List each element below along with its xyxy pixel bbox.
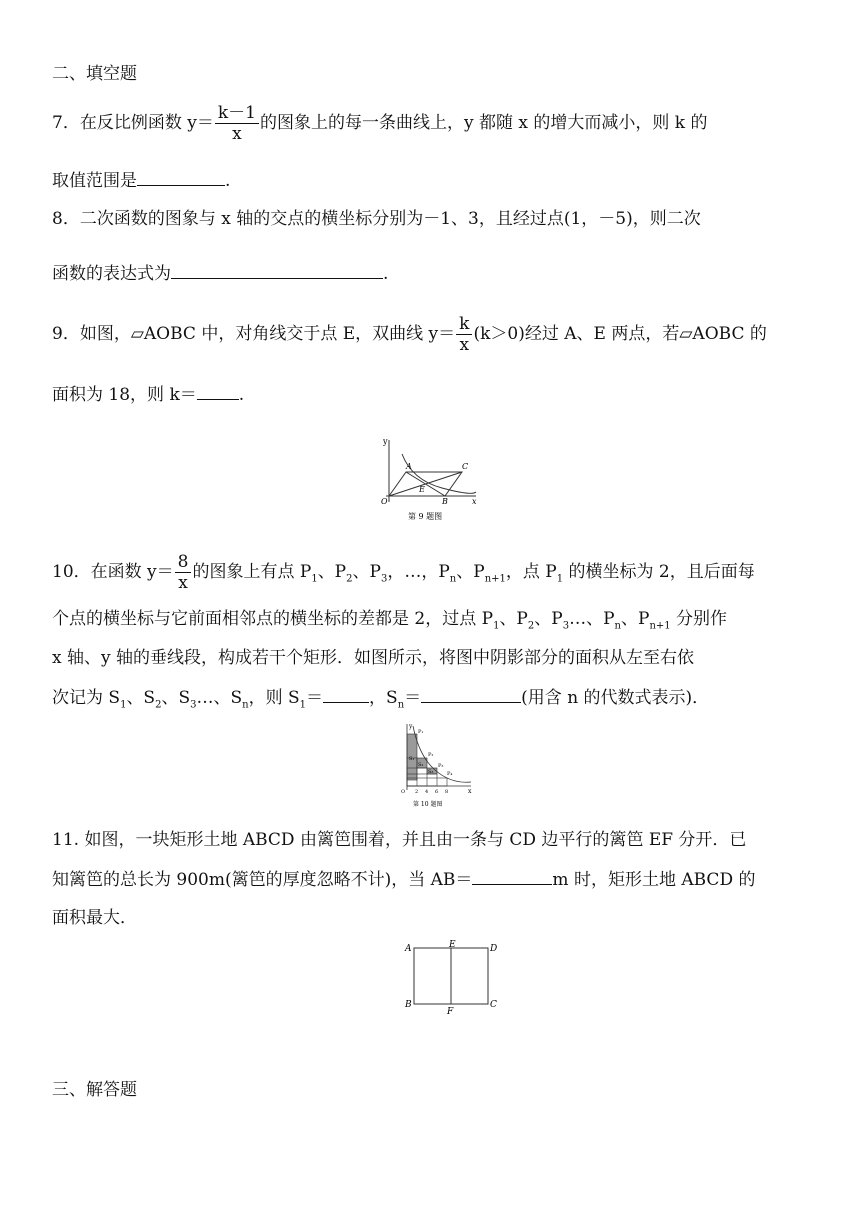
q10-text-a: 10．在函数 y＝ xyxy=(52,562,174,582)
q10-text: ，点 P xyxy=(505,562,557,582)
q7-text-b: 的图象上的每一条曲线上，y 都随 x 的增大而减小，则 k 的 xyxy=(259,113,708,133)
q8-answer-blank[interactable] xyxy=(171,262,383,279)
q10-text: ，…，P xyxy=(387,562,450,582)
question-9-line-1 xyxy=(52,314,767,355)
q10-sub: 2 xyxy=(527,620,535,632)
fig10-p4-label: P₄ xyxy=(447,771,453,777)
q10-text: ，则 S xyxy=(248,688,300,708)
q10-sub: n xyxy=(242,699,249,711)
q10-text: …、P xyxy=(569,609,615,629)
fig9-x-label: x xyxy=(472,497,477,506)
q10-text: 、P xyxy=(317,562,347,582)
fig10-tick: O xyxy=(401,789,406,795)
fig9-caption: 第 9 题图 xyxy=(408,512,443,521)
q10-sub: 1 xyxy=(299,699,307,711)
fig11-c-label: C xyxy=(490,1000,497,1010)
q11-text-b2: m 时，矩形土地 ABCD 的 xyxy=(552,870,756,890)
q8-text-b: 函数的表达式为 xyxy=(52,264,171,284)
fig10-p2-label: P₂ xyxy=(428,752,434,758)
fig10-tick: 8 xyxy=(445,789,449,795)
question-11-line-3: 面积最大． xyxy=(52,908,137,928)
q10-sub: n+1 xyxy=(649,620,671,632)
fig10-tick: 2 xyxy=(415,789,419,795)
section-heading-answer: 三、解答题 xyxy=(52,1080,137,1100)
q9-text-b: (k＞0)经过 A、E 两点，若▱AOBC 的 xyxy=(473,324,767,344)
q10-answer-blank-s1[interactable] xyxy=(323,686,369,703)
q9-text-a: 9．如图，▱AOBC 中，对角线交于点 E，双曲线 y＝ xyxy=(52,324,456,344)
q10-fraction xyxy=(175,552,192,593)
q10-text: 次记为 S xyxy=(52,688,121,708)
fig10-s3-label: S₃ xyxy=(428,769,434,775)
fig10-s2-label: S₂ xyxy=(418,762,424,768)
q10-sub: n+1 xyxy=(484,573,506,585)
question-10-line-3: x 轴、y 轴的垂线段，构成若干个矩形．如图所示，将图中阴影部分的面积从左至右依 xyxy=(52,648,694,668)
q10-text: 的横坐标为 2，且后面每 xyxy=(563,562,755,582)
fig10-s1-label: S₁ xyxy=(409,756,415,762)
question-10-line-2 xyxy=(52,608,727,637)
question-9-line-2 xyxy=(52,383,244,406)
fig9-e-label: E xyxy=(419,485,425,494)
q9-numerator: k xyxy=(456,314,472,335)
q10-text: 、S xyxy=(161,688,191,708)
fig11-a-label: A xyxy=(405,944,412,954)
rectangle-fence-figure xyxy=(400,938,504,1016)
q10-sub: 3 xyxy=(562,620,570,632)
question-10-line-1 xyxy=(52,552,755,593)
fig9-c-label: C xyxy=(462,462,469,471)
question-8-line-2 xyxy=(52,262,388,285)
question-8-line-1: 8．二次函数的图象与 x 轴的交点的横坐标分别为－1、3，且经过点(1，－5)，则二次 xyxy=(52,209,701,229)
figure-question-10 xyxy=(395,720,475,812)
fig10-p1-label: P₁ xyxy=(418,729,424,735)
fig10-tick: 4 xyxy=(425,789,429,795)
fig11-e-label: E xyxy=(449,940,456,950)
q10-sub: 3 xyxy=(380,573,388,585)
q9-fraction xyxy=(456,314,472,355)
fig11-d-label: D xyxy=(490,944,498,954)
fig10-x-label: x xyxy=(468,788,472,795)
q7-denominator: x xyxy=(232,124,242,144)
fig11-f-label: F xyxy=(447,1007,454,1016)
q7-numerator: k－1 xyxy=(215,103,259,124)
q10-text: (用含 n 的代数式表示)． xyxy=(521,688,710,708)
q10-text: 、P xyxy=(621,609,650,629)
q10-sub: 2 xyxy=(155,699,162,711)
fig11-b-label: B xyxy=(405,1000,412,1010)
q11-answer-blank[interactable] xyxy=(472,868,552,885)
q10-text: ＝ xyxy=(404,688,422,708)
q8-end: . xyxy=(383,264,389,284)
fig10-y-label: y xyxy=(409,723,413,730)
fig9-b-label: B xyxy=(442,497,448,506)
q11-text-b1: 知篱笆的总长为 900m(篱笆的厚度忽略不计)，当 AB＝ xyxy=(52,870,473,890)
rectangles-hyperbola-figure xyxy=(395,720,475,812)
q10-sub: 1 xyxy=(120,699,127,711)
q10-sub: 2 xyxy=(346,573,353,585)
question-7-line-1 xyxy=(52,103,707,144)
section-heading-fill-in: 二、填空题 xyxy=(52,64,137,84)
fig9-y-label: y xyxy=(383,437,388,446)
figure-question-11 xyxy=(400,938,504,1016)
q10-text: 、P xyxy=(499,609,528,629)
q7-answer-blank[interactable] xyxy=(137,169,225,186)
q9-end: . xyxy=(238,385,245,405)
q9-answer-blank[interactable] xyxy=(197,383,239,400)
q10-answer-blank-sn[interactable] xyxy=(421,686,521,703)
q10-sub: n xyxy=(614,620,621,632)
q10-sub: n xyxy=(449,573,457,585)
q10-text: 、P xyxy=(352,562,381,582)
q10-text: 、S xyxy=(126,688,156,708)
parallelogram-hyperbola-figure xyxy=(372,432,482,526)
q10-sub: 3 xyxy=(190,699,197,711)
fig10-caption: 第 10 题图 xyxy=(413,801,443,808)
fig10-p3-label: P₃ xyxy=(438,763,444,769)
fig9-o-label: O xyxy=(381,497,388,506)
q9-denominator: x xyxy=(459,335,470,355)
question-11-line-2 xyxy=(52,868,755,891)
fig9-a-label: A xyxy=(406,462,412,471)
q10-numerator: 8 xyxy=(175,552,192,573)
q10-sub: 1 xyxy=(556,573,564,585)
q10-text: 个点的横坐标与它前面相邻点的横坐标的差都是 2，过点 P xyxy=(52,609,494,629)
q10-sub: 1 xyxy=(493,620,500,632)
q10-text: 分别作 xyxy=(670,609,728,629)
q10-text: 、P xyxy=(456,562,485,582)
question-10-line-4 xyxy=(52,686,709,716)
q10-text: ，S xyxy=(369,688,398,708)
q7-text-c: 取值范围是 xyxy=(52,171,137,191)
q10-sub: 1 xyxy=(311,573,318,585)
q10-text: ＝ xyxy=(306,688,324,708)
q10-sub: n xyxy=(397,699,405,711)
q7-text-a: 7．在反比例函数 y＝ xyxy=(52,113,214,133)
q10-text: 、P xyxy=(534,609,563,629)
q10-denominator: x xyxy=(178,573,188,593)
fig10-tick: 6 xyxy=(435,789,439,795)
question-11-line-1: 11. 如图，一块矩形土地 ABCD 由篱笆围着，并且由一条与 CD 边平行的篱笆 EF 分开．已 xyxy=(52,830,747,850)
q7-end: . xyxy=(225,171,231,191)
q10-text: …、S xyxy=(196,688,243,708)
figure-question-9 xyxy=(372,432,482,526)
q7-fraction xyxy=(215,103,259,144)
q10-text-b: 的图象上有点 P xyxy=(192,562,312,582)
q9-text-c: 面积为 18，则 k＝ xyxy=(52,385,197,405)
question-7-line-2 xyxy=(52,169,230,192)
